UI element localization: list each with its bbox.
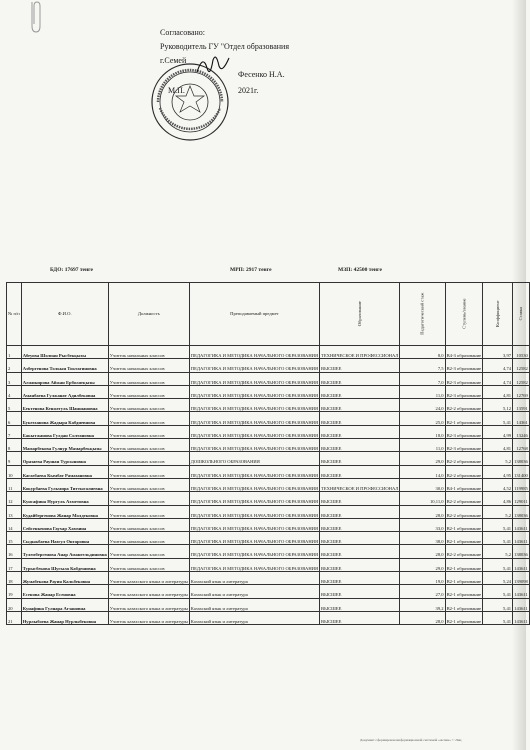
cell-rate: 143611: [513, 585, 530, 598]
signature-scribble: [195, 50, 231, 80]
approval-signer: Фесенко Н.А.: [238, 70, 285, 79]
cell-subject: ПЕДАГОГИКА И МЕТОДИКА НАЧАЛЬНОГО ОБРАЗОВАНИЯ: [189, 425, 319, 438]
cell-grade: В2-2 образование: [445, 492, 483, 505]
cell-education: ВЫСШЕЕ: [320, 598, 400, 611]
table-row: [7, 425, 530, 438]
cell-name: Кунафина Гулнара Агзановна: [21, 598, 108, 611]
cell-name: Тулембергенова Анар Амангельдиновна: [21, 545, 108, 558]
cell-education: ВЫСШЕЕ: [320, 439, 400, 452]
header-subject: Преподаваемый предмет: [189, 283, 319, 346]
header-position: Должность: [108, 283, 189, 346]
cell-rate: 14361: [513, 412, 530, 425]
cell-education: ВЫСШЕЕ: [320, 545, 400, 558]
cell-subject: ПЕДАГОГИКА И МЕТОДИКА НАЧАЛЬНОГО ОБРАЗОВАНИЯ: [189, 359, 319, 372]
cell-num: 11: [7, 478, 22, 491]
cell-grade: В2-1 образование: [445, 611, 483, 624]
cell-grade: В2-3 образование: [445, 439, 483, 452]
cell-position: Учитель начальных классов: [108, 372, 189, 385]
cell-subject: ПЕДАГОГИКА И МЕТОДИКА НАЧАЛЬНОГО ОБРАЗОВАНИЯ: [189, 532, 319, 545]
table-row: [7, 505, 530, 518]
approval-heading: Согласовано:: [160, 28, 206, 37]
cell-position: Учитель начальных классов: [108, 478, 189, 491]
cell-name: Оразаева Раушан Турсыновна: [21, 452, 108, 465]
cell-rate: 143611: [513, 558, 530, 571]
cell-education: ВЫСШЕЕ: [320, 425, 400, 438]
header-experience: Педагогический стаж: [400, 283, 445, 346]
cell-experience: 33,0: [400, 518, 445, 531]
table-row: [7, 611, 530, 624]
cell-name: Мамарбекова Гулнур Мамарбекқызы: [21, 439, 108, 452]
cell-grade: В2-3 образование: [445, 425, 483, 438]
cell-grade: В2-1 образование: [445, 532, 483, 545]
cell-num: 10: [7, 465, 22, 478]
cell-grade: В4-1 образование: [445, 478, 483, 491]
cell-subject: ПЕДАГОГИКА И МЕТОДИКА НАЧАЛЬНОГО ОБРАЗОВАНИЯ: [189, 399, 319, 412]
cell-name: Жумабекова Рауия Кальбековна: [21, 572, 108, 585]
approval-mp: М.П.: [168, 86, 185, 95]
cell-grade: В2-2 образование: [445, 452, 483, 465]
table-row: [7, 518, 530, 531]
header-rate: Ставка: [513, 283, 530, 346]
cell-position: Учитель начальных классов: [108, 385, 189, 398]
cell-grade: В2-1 образование: [445, 412, 483, 425]
cell-name: Аманбаева Гулжанат Адилбековна: [21, 385, 108, 398]
cell-name: Бектенова Кенжегуль Шаншановна: [21, 399, 108, 412]
cell-num: 4: [7, 385, 22, 398]
cell-grade: В2-1 образование: [445, 598, 483, 611]
cell-grade: В2-3 образование: [445, 385, 483, 398]
cell-experience: 27,0: [400, 585, 445, 598]
cell-num: 19: [7, 585, 22, 598]
cell-grade: В2-3 образование: [445, 359, 483, 372]
cell-rate: 12582: [513, 359, 530, 372]
cell-name: Сыдыкбаева Назгул Онгаровна: [21, 532, 108, 545]
cell-experience: 29,0: [400, 452, 445, 465]
cell-education: ВЫСШЕЕ: [320, 399, 400, 412]
cell-subject: ПЕДАГОГИКА И МЕТОДИКА НАЧАЛЬНОГО ОБРАЗОВАНИЯ: [189, 518, 319, 531]
cell-rate: 129011: [513, 492, 530, 505]
cell-experience: 14,0: [400, 465, 445, 478]
cell-coef: 5,2: [483, 505, 513, 518]
cell-grade: В2-1 образование: [445, 585, 483, 598]
cell-name: Кудайбергенова Жанар Молдековна: [21, 505, 108, 518]
cell-experience: 7,5: [400, 359, 445, 372]
cell-coef: 4,74: [483, 372, 513, 385]
cell-coef: 5,41: [483, 611, 513, 624]
table-row: [7, 412, 530, 425]
cell-name: Сейсенкенова Гаухар Хамзина: [21, 518, 108, 531]
cell-name: Бакытжанова Гулдан Солтановна: [21, 425, 108, 438]
table-row: [7, 532, 530, 545]
cell-coef: 5,2: [483, 452, 513, 465]
cell-num: 15: [7, 532, 22, 545]
cell-grade: В2-2 образование: [445, 465, 483, 478]
cell-experience: 8,0: [400, 346, 445, 359]
table-row: [7, 492, 530, 505]
cell-rate: 143611: [513, 611, 530, 624]
header-education: Образование: [320, 283, 400, 346]
cell-experience: 38,0: [400, 532, 445, 545]
cell-grade: В2-3 образование: [445, 372, 483, 385]
cell-position: Учитель начальных классов: [108, 452, 189, 465]
cell-name: Азбергенова Толкын Токтагиновна: [21, 359, 108, 372]
cell-rate: 12769: [513, 385, 530, 398]
cell-education: ВЫСШЕЕ: [320, 492, 400, 505]
approval-org: Руководитель ГУ "Отдел образования: [160, 42, 289, 51]
cell-education: ВЫСШЕЕ: [320, 359, 400, 372]
table-row: [7, 478, 530, 491]
cell-position: Учитель казахского языка и литературы: [108, 598, 189, 611]
table-row: [7, 452, 530, 465]
cell-name: Есенова Жанар Есеновна: [21, 585, 108, 598]
table-row: [7, 545, 530, 558]
header-fio: Ф.И.О.: [21, 283, 108, 346]
cell-subject: Казахский язык и литература: [189, 598, 319, 611]
cell-position: Учитель начальных классов: [108, 439, 189, 452]
cell-position: Учитель начальных классов: [108, 346, 189, 359]
cell-subject: ПЕДАГОГИКА И МЕТОДИКА НАЧАЛЬНОГО ОБРАЗОВАНИЯ: [189, 439, 319, 452]
cell-subject: ПЕДАГОГИКА И МЕТОДИКА НАЧАЛЬНОГО ОБРАЗОВАНИЯ: [189, 545, 319, 558]
cell-position: Учитель начальных классов: [108, 558, 189, 571]
table-row: [7, 572, 530, 585]
cell-coef: 5,41: [483, 532, 513, 545]
cell-coef: 4,74: [483, 359, 513, 372]
cell-experience: 7,0: [400, 372, 445, 385]
cell-coef: 4,81: [483, 385, 513, 398]
cell-name: Букезханова Жадыра Кабдиевнова: [21, 412, 108, 425]
cell-num: 8: [7, 439, 22, 452]
cell-coef: 4,52: [483, 478, 513, 491]
cell-num: 1: [7, 346, 22, 359]
cell-position: Учитель начальных классов: [108, 465, 189, 478]
cell-education: ВЫСШЕЕ: [320, 505, 400, 518]
cell-subject: Казахский язык и литература: [189, 572, 319, 585]
cell-num: 18: [7, 572, 22, 585]
cell-education: ВЫСШЕЕ: [320, 518, 400, 531]
cell-education: ТЕХНИЧЕСКОЕ И ПРОФЕССИОНАЛ: [320, 346, 400, 359]
cell-rate: 138036: [513, 505, 530, 518]
cell-position: Учитель начальных классов: [108, 505, 189, 518]
cell-grade: В2-2 образование: [445, 399, 483, 412]
cell-coef: 5,41: [483, 598, 513, 611]
cell-subject: ПЕДАГОГИКА И МЕТОДИКА НАЧАЛЬНОГО ОБРАЗОВАНИЯ: [189, 478, 319, 491]
cell-position: Учитель начальных классов: [108, 532, 189, 545]
cell-name: Кунсафина Нургуль Ахметовна: [21, 492, 108, 505]
cell-position: Учитель казахского языка и литературы: [108, 585, 189, 598]
cell-coef: 4,86: [483, 492, 513, 505]
cell-subject: ПЕДАГОГИКА И МЕТОДИКА НАЧАЛЬНОГО ОБРАЗОВАНИЯ: [189, 465, 319, 478]
cell-subject: ПЕДАГОГИКА И МЕТОДИКА НАЧАЛЬНОГО ОБРАЗОВАНИЯ: [189, 505, 319, 518]
cell-num: 7: [7, 425, 22, 438]
staff-table: [6, 282, 530, 625]
cell-rate: 12582: [513, 372, 530, 385]
cell-experience: 28,0: [400, 611, 445, 624]
cell-rate: 131400: [513, 465, 530, 478]
table-row: [7, 359, 530, 372]
cell-num: 12: [7, 492, 22, 505]
cell-subject: ПЕДАГОГИКА И МЕТОДИКА НАЧАЛЬНОГО ОБРАЗОВАНИЯ: [189, 558, 319, 571]
cell-education: ВЫСШЕЕ: [320, 611, 400, 624]
cell-rate: 139098: [513, 572, 530, 585]
cell-education: ТЕХНИЧЕСКОЕ И ПРОФЕССИОНАЛ: [320, 478, 400, 491]
cell-experience: 11,0: [400, 439, 445, 452]
cell-rate: 138036: [513, 452, 530, 465]
cell-num: 16: [7, 545, 22, 558]
paperclip-icon: [28, 0, 42, 34]
cell-subject: ПЕДАГОГИКА И МЕТОДИКА НАЧАЛЬНОГО ОБРАЗОВАНИЯ: [189, 372, 319, 385]
cell-education: ВЫСШЕЕ: [320, 412, 400, 425]
cell-position: Учитель казахского языка и литературы: [108, 611, 189, 624]
cell-subject: Казахский язык и литература: [189, 585, 319, 598]
cell-num: 6: [7, 412, 22, 425]
cell-education: ВЫСШЕЕ: [320, 452, 400, 465]
cell-education: ВЫСШЕЕ: [320, 465, 400, 478]
cell-experience: 24,0: [400, 399, 445, 412]
cell-subject: ДОШКОЛЬНОГО ОБРАЗОВАНИЯ: [189, 452, 319, 465]
cell-rate: 119985: [513, 478, 530, 491]
cell-subject: ПЕДАГОГИКА И МЕТОДИКА НАЧАЛЬНОГО ОБРАЗОВАНИЯ: [189, 412, 319, 425]
cell-name: Кагазбаева Кымбат Рамазановна: [21, 465, 108, 478]
cell-name: Абеуова Шолпан Рысбекқызы: [21, 346, 108, 359]
cell-experience: 11,0: [400, 385, 445, 398]
cell-num: 20: [7, 598, 22, 611]
cell-grade: В2-1 образование: [445, 572, 483, 585]
summary-mzp: МЗП: 42500 тенге: [338, 267, 382, 273]
header-coef: Коэффициент: [483, 283, 513, 346]
cell-experience: 10,11,0: [400, 492, 445, 505]
cell-num: 9: [7, 452, 22, 465]
table-row: [7, 558, 530, 571]
cell-rate: 10530: [513, 346, 530, 359]
cell-rate: 143611: [513, 518, 530, 531]
cell-num: 5: [7, 399, 22, 412]
cell-rate: 143611: [513, 598, 530, 611]
cell-position: Учитель начальных классов: [108, 545, 189, 558]
table-row: [7, 465, 530, 478]
cell-coef: 3,97: [483, 346, 513, 359]
cell-grade: В2-2 образование: [445, 545, 483, 558]
approval-year: 2021г.: [238, 86, 259, 95]
cell-position: Учитель начальных классов: [108, 412, 189, 425]
cell-education: ВЫСШЕЕ: [320, 385, 400, 398]
cell-name: Алжикирова Айжан Ерболатқызы: [21, 372, 108, 385]
cell-num: 13: [7, 505, 22, 518]
cell-position: Учитель начальных классов: [108, 399, 189, 412]
cell-coef: 5,41: [483, 558, 513, 571]
footer-note: Документ сформирован информационной системой «Аспан» © Лиц: [360, 738, 462, 742]
header-grade: Ступень/звание: [445, 283, 483, 346]
cell-position: Учитель начальных классов: [108, 425, 189, 438]
cell-rate: 13246: [513, 425, 530, 438]
cell-subject: Казахский язык и литература: [189, 611, 319, 624]
table-row: [7, 598, 530, 611]
cell-position: Учитель казахского языка и литературы: [108, 572, 189, 585]
cell-experience: 28,0: [400, 505, 445, 518]
cell-rate: 138036: [513, 545, 530, 558]
cell-education: ВЫСШЕЕ: [320, 585, 400, 598]
cell-num: 2: [7, 359, 22, 372]
cell-position: Учитель начальных классов: [108, 518, 189, 531]
cell-rate: 12768: [513, 439, 530, 452]
cell-experience: 25,0: [400, 412, 445, 425]
cell-subject: ПЕДАГОГИКА И МЕТОДИКА НАЧАЛЬНОГО ОБРАЗОВАНИЯ: [189, 385, 319, 398]
approval-city: г.Семей: [160, 56, 187, 65]
cell-education: ВЫСШЕЕ: [320, 532, 400, 545]
cell-subject: ПЕДАГОГИКА И МЕТОДИКА НАЧАЛЬНОГО ОБРАЗОВАНИЯ: [189, 346, 319, 359]
cell-coef: 5,41: [483, 412, 513, 425]
cell-education: ВЫСШЕЕ: [320, 558, 400, 571]
cell-education: ВЫСШЕЕ: [320, 372, 400, 385]
cell-subject: ПЕДАГОГИКА И МЕТОДИКА НАЧАЛЬНОГО ОБРАЗОВАНИЯ: [189, 492, 319, 505]
cell-coef: 4,81: [483, 439, 513, 452]
cell-name: Нурлыбоева Жанар Нурлыбековна: [21, 611, 108, 624]
cell-coef: 4,99: [483, 425, 513, 438]
cell-experience: 28,0: [400, 545, 445, 558]
cell-num: 3: [7, 372, 22, 385]
cell-coef: 5,2: [483, 545, 513, 558]
cell-coef: 5,12: [483, 399, 513, 412]
cell-experience: 18,0: [400, 425, 445, 438]
cell-position: Учитель начальных классов: [108, 492, 189, 505]
cell-grade: В2-1 образование: [445, 558, 483, 571]
cell-experience: 30,0: [400, 478, 445, 491]
cell-coef: 4,95: [483, 465, 513, 478]
cell-grade: В2-1 образование: [445, 518, 483, 531]
table-row: [7, 585, 530, 598]
summary-bdo: БДО: 17697 тенге: [50, 267, 93, 273]
cell-experience: 29,0: [400, 558, 445, 571]
table-row: [7, 399, 530, 412]
cell-experience: 19,0: [400, 572, 445, 585]
cell-num: 21: [7, 611, 22, 624]
table-row: [7, 346, 530, 359]
cell-num: 14: [7, 518, 22, 531]
header-num: № п/п: [7, 283, 22, 346]
table-row: [7, 439, 530, 452]
cell-name: Турысбекова Шугыла Кабдешовна: [21, 558, 108, 571]
cell-name: Кокурбаева Гульмира Титтыгалиевна: [21, 478, 108, 491]
cell-education: ВЫСШЕЕ: [320, 572, 400, 585]
summary-mrp: МРП: 2917 тенге: [230, 267, 272, 273]
cell-coef: 5,41: [483, 585, 513, 598]
cell-experience: 39,2: [400, 598, 445, 611]
table-row: [7, 372, 530, 385]
cell-grade: В2-2 образование: [445, 505, 483, 518]
table-row: [7, 385, 530, 398]
cell-coef: 5,41: [483, 518, 513, 531]
cell-position: Учитель начальных классов: [108, 359, 189, 372]
cell-grade: В4-3 образование: [445, 346, 483, 359]
cell-num: 17: [7, 558, 22, 571]
cell-coef: 5,24: [483, 572, 513, 585]
table-header-row: [7, 283, 530, 346]
cell-rate: 13591: [513, 399, 530, 412]
cell-rate: 143611: [513, 532, 530, 545]
